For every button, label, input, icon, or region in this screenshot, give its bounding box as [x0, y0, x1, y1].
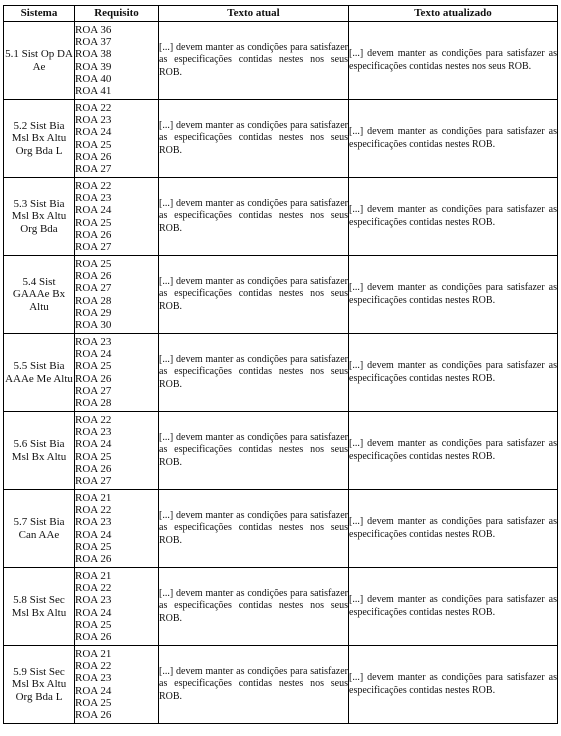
table-row: [4, 334, 558, 412]
requisito-item: ROA 26: [75, 150, 112, 163]
requisito-item: ROA 27: [75, 475, 112, 488]
requisito-item: ROA 22: [75, 101, 112, 114]
requisito-item: ROA 23: [75, 425, 112, 438]
cell-requisitos: [75, 178, 159, 256]
requisito-item: ROA 24: [75, 606, 112, 619]
requisito-item: ROA 39: [75, 60, 112, 73]
cell-texto-atual: [...] devem manter as condições para satisfazer as especificações contidas nestes nos seus ROB.: [159, 490, 349, 568]
cell-texto-atual: [...] devem manter as condições para satisfazer as especificações contidas nestes nos seus ROB.: [159, 100, 349, 178]
cell-sistema: 5.9 Sist Sec Msl Bx Altu Org Bda L: [4, 646, 75, 724]
requisito-item: ROA 24: [75, 684, 112, 697]
requisito-item: ROA 21: [75, 491, 112, 504]
cell-requisitos: [75, 646, 159, 724]
requisito-item: ROA 22: [75, 503, 112, 516]
requisito-item: ROA 26: [75, 709, 112, 722]
header-sistema: Sistema: [4, 6, 75, 22]
requisito-item: ROA 24: [75, 528, 112, 541]
requisito-item: ROA 25: [75, 618, 112, 631]
requisito-item: ROA 24: [75, 347, 112, 360]
requisito-item: ROA 25: [75, 257, 112, 270]
header-texto-atualizado: Texto atualizado: [349, 6, 558, 22]
requisito-item: ROA 27: [75, 282, 112, 295]
cell-texto-atualizado: [...] devem manter as condições para satisfazer as especificações contidas nestes ROB.: [349, 412, 558, 490]
cell-requisitos: [75, 100, 159, 178]
cell-texto-atualizado: [...] devem manter as condições para satisfazer as especificações contidas nestes ROB.: [349, 178, 558, 256]
cell-texto-atual: [...] devem manter as condições para satisfazer as especificações contidas nestes nos seus ROB.: [159, 256, 349, 334]
requisito-item: ROA 25: [75, 696, 112, 709]
header-requisito: Requisito: [75, 6, 159, 22]
cell-sistema: 5.2 Sist Bia Msl Bx Altu Org Bda L: [4, 100, 75, 178]
header-texto-atual: Texto atual: [159, 6, 349, 22]
cell-texto-atual: [...] devem manter as condições para satisfazer as especificações contidas nestes nos seus ROB.: [159, 646, 349, 724]
requisito-item: ROA 27: [75, 163, 112, 176]
cell-requisitos: [75, 412, 159, 490]
cell-texto-atual: [...] devem manter as condições para satisfazer as especificações contidas nestes nos seus ROB.: [159, 178, 349, 256]
table-header: [4, 6, 558, 22]
cell-sistema: 5.1 Sist Op DA Ae: [4, 22, 75, 100]
cell-sistema: 5.7 Sist Bia Can AAe: [4, 490, 75, 568]
requisito-item: ROA 36: [75, 23, 112, 36]
cell-texto-atual: [...] devem manter as condições para satisfazer as especificações contidas nestes nos seus ROB.: [159, 568, 349, 646]
cell-sistema: 5.5 Sist Bia AAAe Me Altu: [4, 334, 75, 412]
table-row: [4, 100, 558, 178]
requisito-item: ROA 21: [75, 569, 112, 582]
cell-texto-atual: [...] devem manter as condições para satisfazer as especificações contidas nestes nos seus ROB.: [159, 334, 349, 412]
cell-texto-atualizado: [...] devem manter as condições para satisfazer as especificações contidas nestes nos seus ROB.: [349, 22, 558, 100]
table-row: [4, 178, 558, 256]
cell-requisitos: [75, 490, 159, 568]
requisito-item: ROA 26: [75, 372, 112, 385]
requisito-item: ROA 26: [75, 269, 112, 282]
cell-requisitos: [75, 256, 159, 334]
cell-sistema: 5.6 Sist Bia Msl Bx Altu: [4, 412, 75, 490]
requisito-item: ROA 40: [75, 72, 112, 85]
table-row: [4, 256, 558, 334]
cell-requisitos: [75, 568, 159, 646]
requisito-item: ROA 41: [75, 85, 112, 98]
requisito-item: ROA 28: [75, 397, 112, 410]
cell-texto-atualizado: [...] devem manter as condições para satisfazer as especificações contidas nestes ROB.: [349, 334, 558, 412]
cell-sistema: 5.3 Sist Bia Msl Bx Altu Org Bda: [4, 178, 75, 256]
cell-sistema: 5.8 Sist Sec Msl Bx Altu: [4, 568, 75, 646]
requisito-item: ROA 27: [75, 384, 112, 397]
requisito-item: ROA 23: [75, 672, 112, 685]
requirements-table: [3, 5, 558, 724]
cell-texto-atualizado: [...] devem manter as condições para satisfazer as especificações contidas nestes ROB.: [349, 568, 558, 646]
requisito-item: ROA 26: [75, 631, 112, 644]
requisito-item: ROA 22: [75, 581, 112, 594]
table-body: [4, 22, 558, 724]
cell-texto-atualizado: [...] devem manter as condições para satisfazer as especificações contidas nestes ROB.: [349, 256, 558, 334]
requisito-item: ROA 28: [75, 294, 112, 307]
header-row: [4, 6, 558, 22]
table-row: [4, 568, 558, 646]
requisito-item: ROA 23: [75, 113, 112, 126]
requisito-item: ROA 24: [75, 204, 112, 217]
requisito-item: ROA 25: [75, 360, 112, 373]
requisito-item: ROA 25: [75, 450, 112, 463]
requisito-item: ROA 26: [75, 553, 112, 566]
table-row: [4, 22, 558, 100]
table-row: [4, 412, 558, 490]
requisito-item: ROA 22: [75, 179, 112, 192]
requisito-item: ROA 23: [75, 191, 112, 204]
cell-texto-atualizado: [...] devem manter as condições para satisfazer as especificações contidas nestes ROB.: [349, 646, 558, 724]
cell-texto-atualizado: [...] devem manter as condições para satisfazer as especificações contidas nestes ROB.: [349, 490, 558, 568]
requisito-item: ROA 27: [75, 241, 112, 254]
requisito-item: ROA 22: [75, 413, 112, 426]
requisito-item: ROA 26: [75, 228, 112, 241]
cell-requisitos: [75, 22, 159, 100]
table-row: [4, 490, 558, 568]
requisito-item: ROA 25: [75, 216, 112, 229]
requisito-item: ROA 22: [75, 659, 112, 672]
cell-texto-atual: [...] devem manter as condições para satisfazer as especificações contidas nestes nos seus ROB.: [159, 22, 349, 100]
requisito-item: ROA 23: [75, 516, 112, 529]
cell-requisitos: [75, 334, 159, 412]
requisito-item: ROA 23: [75, 335, 112, 348]
requisito-item: ROA 29: [75, 306, 112, 319]
cell-texto-atualizado: [...] devem manter as condições para satisfazer as especificações contidas nestes ROB.: [349, 100, 558, 178]
cell-texto-atual: [...] devem manter as condições para satisfazer as especificações contidas nestes nos seus ROB.: [159, 412, 349, 490]
requisito-item: ROA 25: [75, 540, 112, 553]
requisito-item: ROA 23: [75, 594, 112, 607]
requisito-item: ROA 38: [75, 48, 112, 61]
requisito-item: ROA 24: [75, 438, 112, 451]
requisito-item: ROA 21: [75, 647, 112, 660]
requisito-item: ROA 25: [75, 138, 112, 151]
requisito-item: ROA 37: [75, 35, 112, 48]
requisito-item: ROA 30: [75, 319, 112, 332]
cell-sistema: 5.4 Sist GAAAe Bx Altu: [4, 256, 75, 334]
requisito-item: ROA 26: [75, 462, 112, 475]
table-row: [4, 646, 558, 724]
requisito-item: ROA 24: [75, 126, 112, 139]
